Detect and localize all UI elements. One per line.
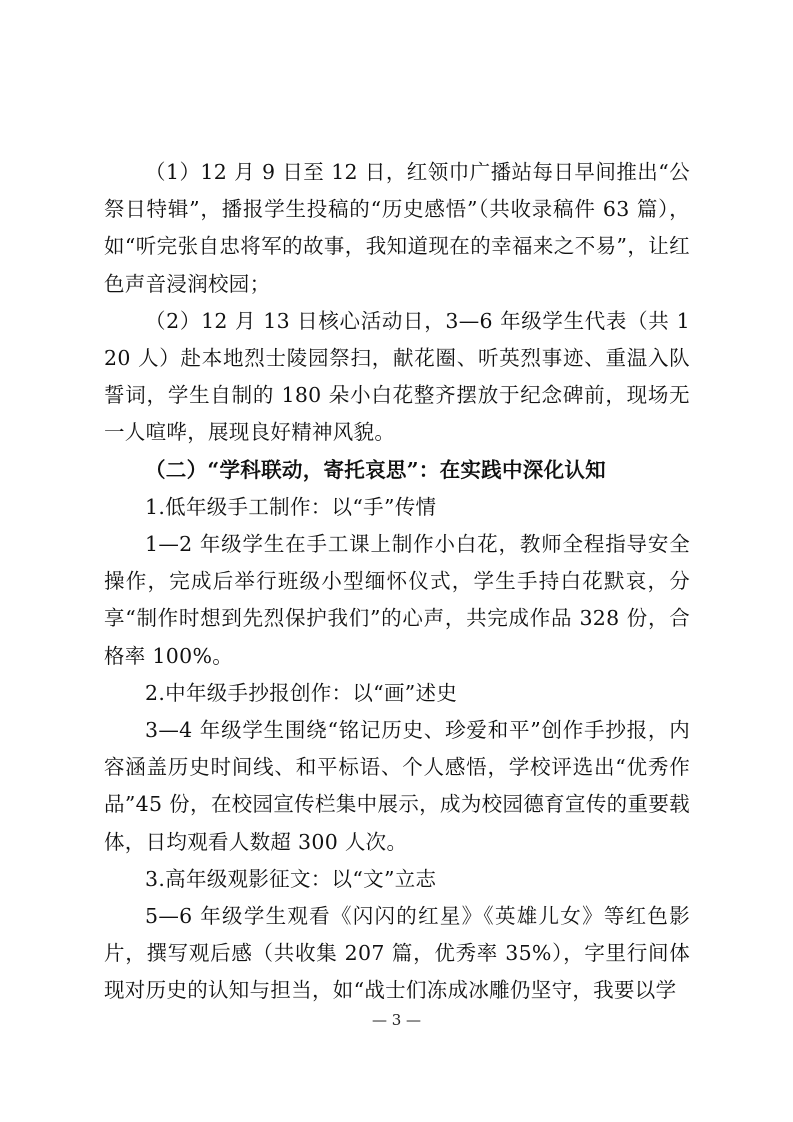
subheading-upper-grade: 3.高年级观影征文：以“文”立志 bbox=[145, 866, 437, 891]
paragraph-upper-grade: 5—6 年级学生观看《闪闪的红星》《英雄儿女》等红色影片，撰写观后感（共收集 207 篇，优秀率 35%），字里行间体现对历史的认知与担当，如“战士们冻成冰雕仍坚守，我要以学 bbox=[104, 904, 690, 1003]
subheading-lower-grade: 1.低年级手工制作：以“手”传情 bbox=[145, 494, 437, 519]
paragraph-broadcast: （1）12 月 9 日至 12 日，红领巾广播站每日早间推出“公祭日特辑”，播报学生投稿的“历史感悟”（共收录稿件 63 篇），如“听完张自忠将军的故事，我知道现在的幸福来之不易”，让红色声音浸润校园； bbox=[104, 160, 690, 296]
section-heading-subject-linkage: （二）“学科联动，寄托哀思”：在实践中深化认知 bbox=[145, 457, 606, 482]
paragraph-middle-grade: 3—4 年级学生围绕“铭记历史、珍爱和平”创作手抄报，内容涵盖历史时间线、和平标语、个人感悟，学校评选出“优秀作品”45 份，在校园宣传栏集中展示，成为校园德育宣传的重要载体，日均观看人数超 300 人次。 bbox=[104, 718, 690, 854]
subheading-middle-grade: 2.中年级手抄报创作：以“画”述史 bbox=[145, 680, 458, 705]
document-body bbox=[104, 154, 690, 1010]
paragraph-memorial-visit: （2）12 月 13 日核心活动日，3—6 年级学生代表（共 120 人）赴本地烈士陵园祭扫，献花圈、听英烈事迹、重温入队誓词，学生自制的 180 朵小白花整齐摆放于纪念碑前，现场无一人喧哗，展现良好精神风貌。 bbox=[104, 308, 690, 445]
page-number: — 3 — bbox=[371, 1011, 422, 1029]
paragraph-lower-grade: 1—2 年级学生在手工课上制作小白花，教师全程指导安全操作，完成后举行班级小型缅怀仪式，学生手持白花默哀，分享“制作时想到先烈保护我们”的心声，共完成作品 328 份，合格率 100%。 bbox=[104, 532, 690, 668]
